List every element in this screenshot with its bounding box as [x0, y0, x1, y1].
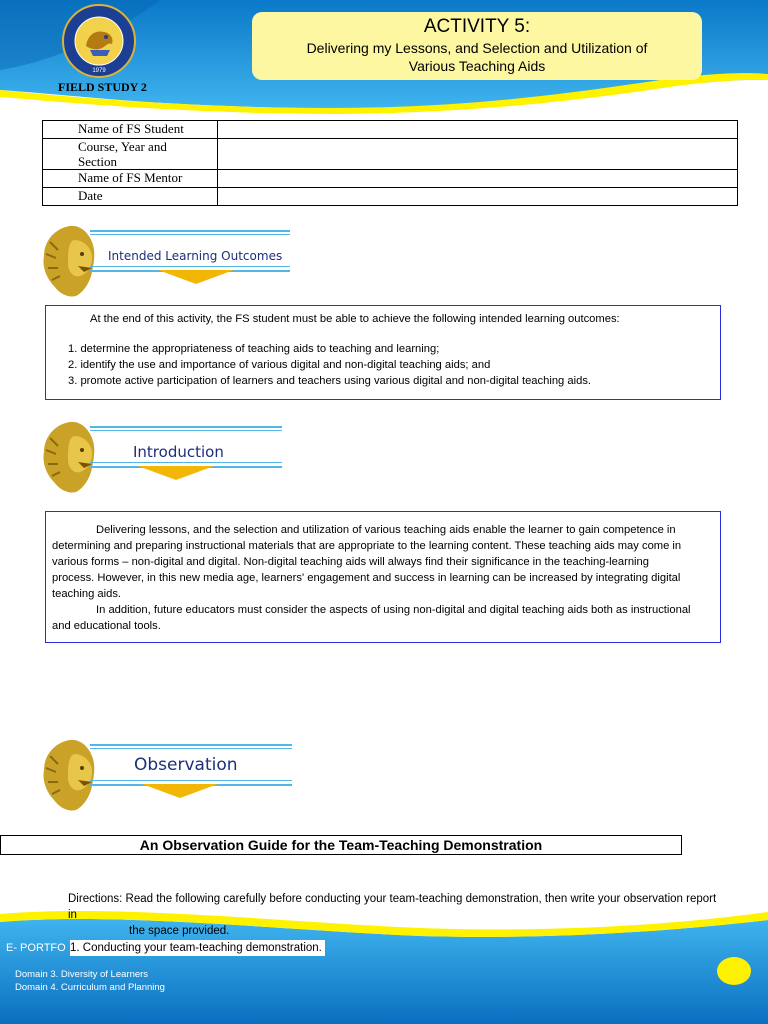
student-info-table — [42, 120, 738, 206]
observation-guide-title: An Observation Guide for the Team-Teaching Demonstration — [0, 835, 682, 855]
triangle-marker-icon — [138, 466, 214, 480]
section-header-introduction — [38, 418, 298, 496]
table-row — [43, 139, 738, 170]
activity-subtitle-line-2: Various Teaching Aids — [408, 58, 546, 74]
section-header-ilo — [38, 222, 298, 300]
label-date: Date — [43, 188, 218, 206]
university-seal-icon — [62, 4, 136, 78]
mentor-name-field[interactable] — [218, 170, 738, 188]
introduction-line: and educational tools. — [52, 620, 161, 632]
section-header-observation — [38, 736, 298, 814]
triangle-marker-icon — [142, 784, 218, 798]
divider — [90, 426, 282, 428]
observation-item-1: 1. Conducting your team-teaching demonstration. — [70, 940, 325, 956]
table-row — [43, 188, 738, 206]
seal-year: 1979 — [92, 68, 106, 74]
label-course-year: Course, Year and — [78, 139, 167, 154]
domain-list — [15, 968, 165, 994]
introduction-line: determining and preparing instructional materials that are appropriate to the learning content. These teaching aids may come in — [52, 540, 682, 552]
lion-head-icon — [38, 736, 98, 814]
divider — [90, 430, 282, 431]
divider — [90, 462, 282, 463]
introduction-line: process. However, in this new media age, learners' engagement and success in learning can be increased by integrating digital — [52, 572, 681, 584]
introduction-line: In addition, future educators must consider the aspects of using non-digital and digital teaching aids both as instructional — [96, 604, 691, 616]
activity-subtitle — [252, 39, 702, 75]
directions-text — [68, 891, 728, 939]
footer-yellow-dot — [717, 957, 751, 985]
subject-label: FIELD STUDY 2 — [58, 80, 147, 94]
activity-title-box — [252, 12, 702, 80]
divider — [90, 744, 292, 746]
label-course-year-section — [43, 139, 218, 170]
domain-item: Domain 4. Curriculum and Planning — [15, 982, 165, 993]
divider — [90, 266, 290, 267]
directions-line-1: Directions: Read the following carefully before conducting your team-teaching demonstration, then write your observation report in — [68, 893, 717, 921]
introduction-paragraph-2 — [46, 602, 720, 634]
course-year-section-field[interactable] — [218, 139, 738, 170]
divider — [90, 748, 292, 749]
ilo-box — [45, 305, 721, 400]
list-item: 3. promote active participation of learners and teachers using various digital and non-digital teaching aids. — [68, 375, 592, 387]
divider — [90, 780, 292, 781]
date-field[interactable] — [218, 188, 738, 206]
ilo-intro: At the end of this activity, the FS student must be able to achieve the following intended learning outcomes: — [90, 313, 620, 325]
ilo-list — [46, 327, 720, 389]
table-row — [43, 121, 738, 139]
introduction-line: teaching aids. — [52, 588, 122, 600]
lion-head-icon — [38, 222, 98, 300]
label-section: Section — [78, 154, 117, 169]
directions-line-2: the space provided. — [129, 925, 230, 937]
section-title-introduction: Introduction — [133, 443, 224, 461]
introduction-line: Delivering lessons, and the selection and utilization of various teaching aids enable the learner to gain competence in — [96, 524, 676, 536]
introduction-line: various forms – non-digital and digital. Non-digital teaching aids will always find their significance in the teaching-learning — [52, 556, 649, 568]
table-row — [43, 170, 738, 188]
activity-subtitle-line-1: Delivering my Lessons, and Selection and Utilization of — [306, 40, 648, 56]
domain-item: Domain 3. Diversity of Learners — [15, 969, 149, 980]
label-student-name: Name of FS Student — [43, 121, 218, 139]
list-item: 2. identify the use and importance of various digital and non-digital teaching aids; and — [68, 359, 491, 371]
section-title-ilo: Intended Learning Outcomes — [108, 249, 283, 263]
eportfolio-label: E- PORTFO — [6, 942, 66, 954]
list-item: 1. determine the appropriateness of teaching aids to teaching and learning; — [68, 343, 440, 355]
student-name-field[interactable] — [218, 121, 738, 139]
section-title-observation: Observation — [134, 755, 238, 775]
divider — [90, 230, 290, 232]
lion-head-icon — [38, 418, 98, 496]
triangle-marker-icon — [158, 270, 234, 284]
introduction-paragraph-1 — [46, 512, 720, 602]
label-mentor-name: Name of FS Mentor — [43, 170, 218, 188]
divider — [90, 234, 290, 235]
activity-title: ACTIVITY 5: — [423, 16, 531, 37]
introduction-box — [45, 511, 721, 643]
